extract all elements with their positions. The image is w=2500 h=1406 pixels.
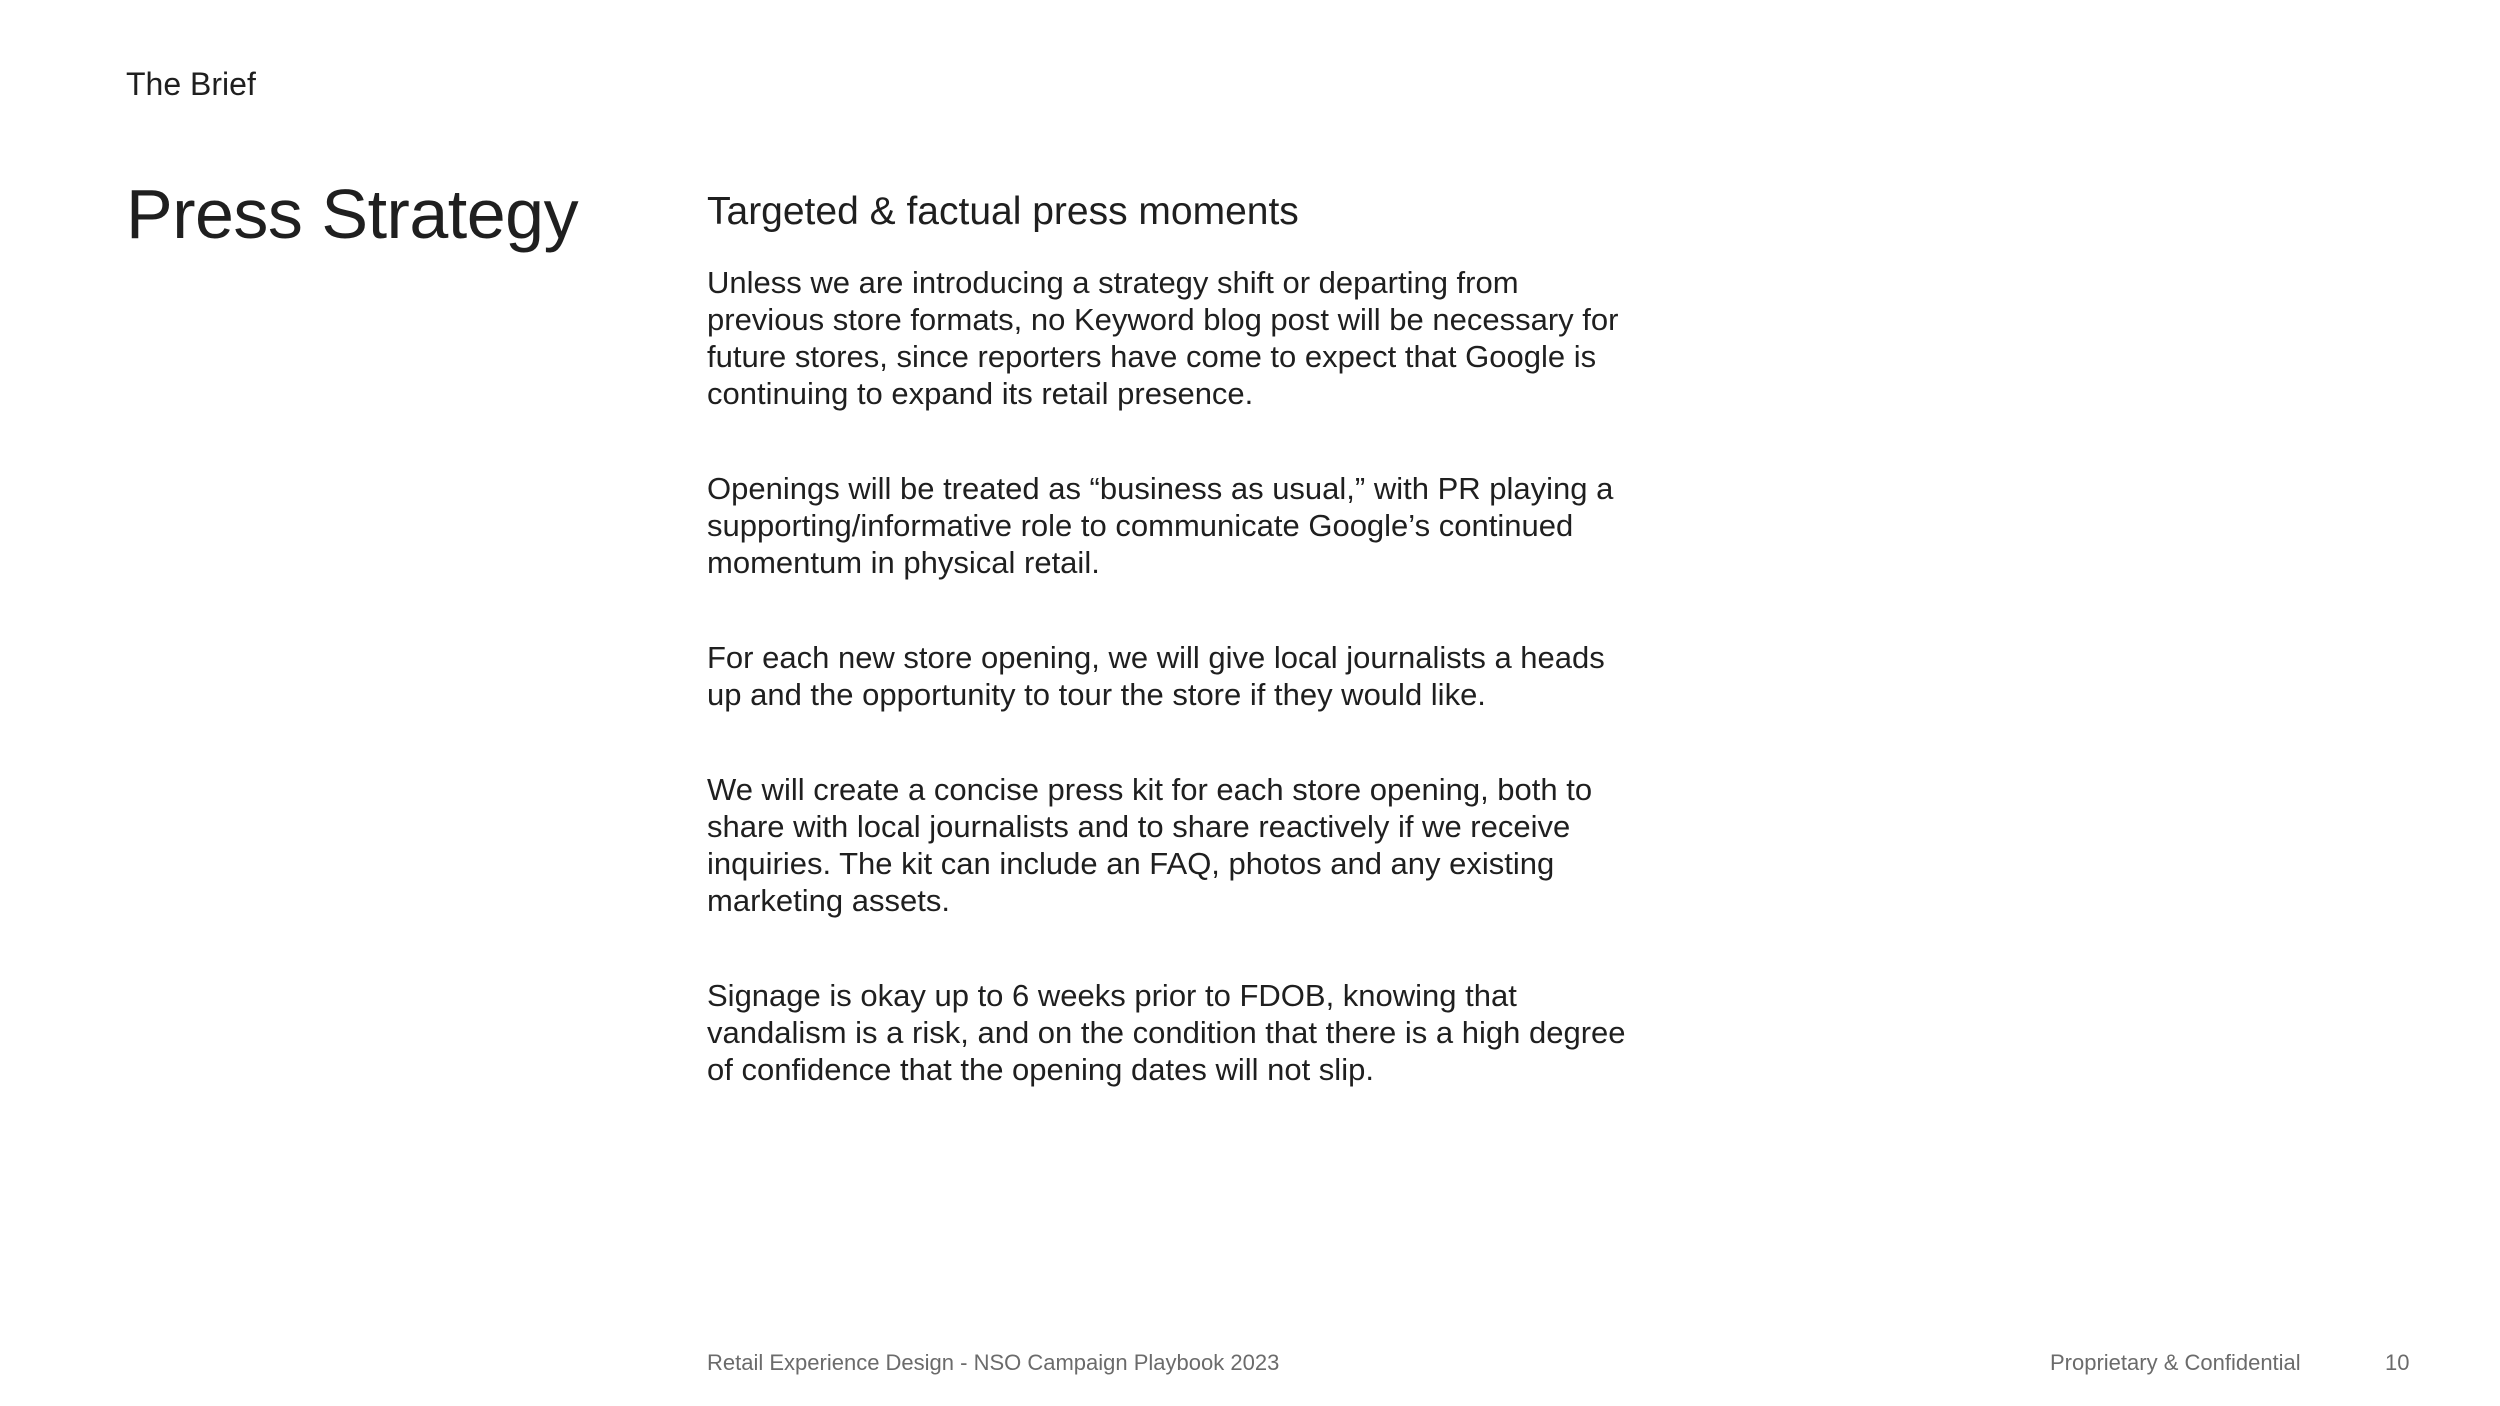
page-number: 10 xyxy=(2385,1350,2410,1375)
section-subtitle: Targeted & factual press moments xyxy=(707,190,1299,233)
paragraph-press-kit: We will create a concise press kit for each store opening, both to share with local journalists and to share reactively if we receive inquiries. The kit can include an FAQ, photos and any existing marketing assets. xyxy=(707,772,1593,918)
footer-confidentiality: Proprietary & Confidential xyxy=(2050,1350,2301,1375)
footer-document-title: Retail Experience Design - NSO Campaign Playbook 2023 xyxy=(707,1350,1280,1375)
paragraph-business-as-usual: Openings will be treated as “business as usual,” with PR playing a supporting/informative role to communicate Google’s continued momentum in physical retail. xyxy=(707,471,1614,580)
paragraph-blog-post: Unless we are introducing a strategy shift or departing from previous store formats, no Keyword blog post will be necessary for future stores, since reporters have come to expect that Google is continuing to expand its retail presence. xyxy=(707,265,1619,411)
section-label: The Brief xyxy=(126,66,256,102)
paragraph-signage: Signage is okay up to 6 weeks prior to FDOB, knowing that vandalism is a risk, and on the condition that there is a high degree of confidence that the opening dates will not slip. xyxy=(707,978,1626,1087)
content-column xyxy=(707,186,1627,1146)
page-title: Press Strategy xyxy=(126,175,579,253)
paragraph-local-journalists: For each new store opening, we will give local journalists a heads up and the opportunity to tour the store if they would like. xyxy=(707,640,1605,712)
